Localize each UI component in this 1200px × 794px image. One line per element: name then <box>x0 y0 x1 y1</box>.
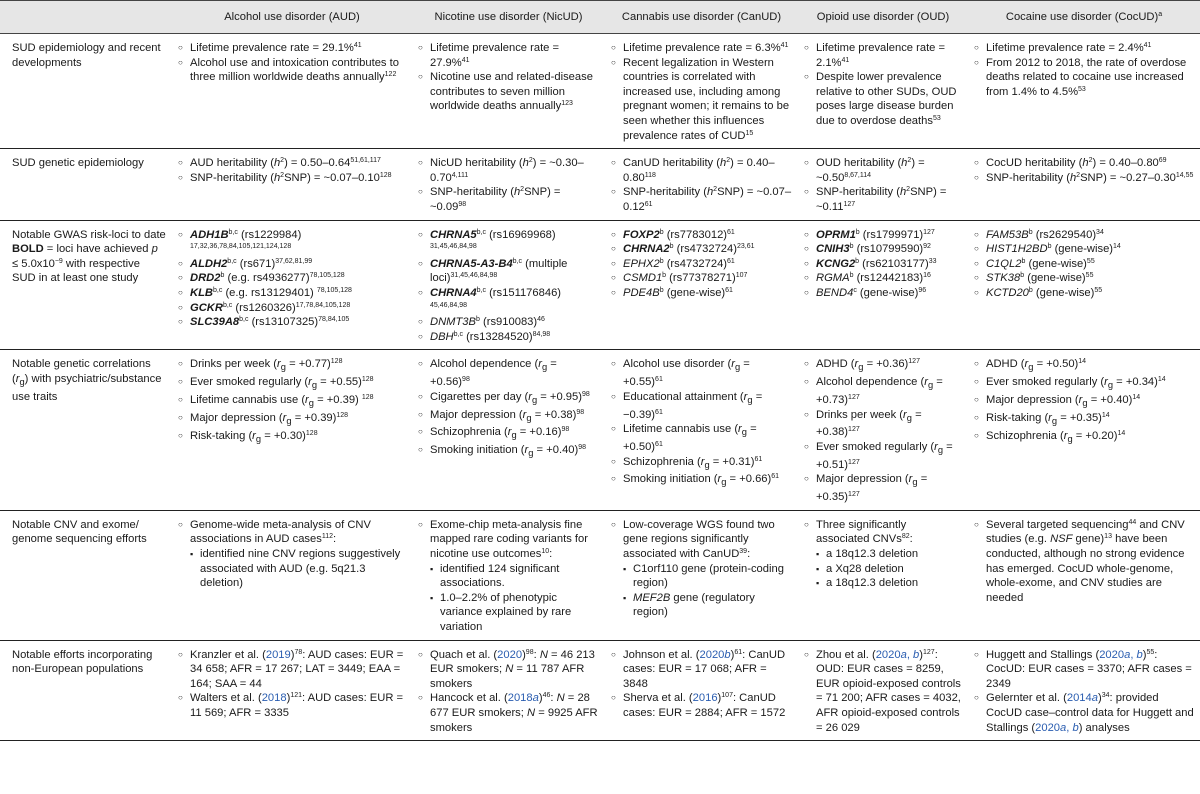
row-label: Notable GWAS risk-loci to date BOLD = loci have achieved $p \le 5.0x10^{-9}$ with respective SUD in at least one study <box>0 220 172 350</box>
list-item: ▪ identified nine CNV regions suggestively associated with AUD (e.g. 5q21.3 deletion) <box>190 547 406 591</box>
list-item: ○ Risk-taking $(r_g = +0.35)^{14}$ <box>974 411 1194 429</box>
list-item: ○ SLC39A8$^{b,c}$ $(rs13107325)^{78,84,105}$ <box>178 315 406 330</box>
table-cell <box>412 149 605 220</box>
list-item: ○ ADHD $(r_g = +0.36)^{127}$ <box>804 357 962 375</box>
list-item: ○ EPHX2$^b$ $(rs4732724)^{61}$ <box>611 257 792 272</box>
table-cell <box>968 149 1200 220</box>
list-item: ○ DBH$^{b,c}$ $(rs13284520)^{84,98}$ <box>418 330 599 345</box>
list-item-text: Genome-wide meta-analysis of CNV associations in AUD cases$^{112}$: <box>190 518 371 546</box>
table-cell <box>605 34 798 149</box>
table-row <box>0 34 1200 149</box>
list-item: ○ SNP-heritability $(h^2SNP)$ = $\sim 0.09^{98}$ <box>418 185 599 214</box>
list-item: ○ Huggett and Stallings (2020a, b)$^{55}$: CocUD: EUR cases = 3370; AFR cases = 2349 <box>974 648 1194 692</box>
list-item: ▪ identified 124 significant associations. <box>430 562 599 591</box>
list-item-text: Low-coverage WGS found two gene regions significantly associated with CanUD$^{39}$: <box>623 518 775 560</box>
list-item: ○ Ever smoked regularly $(r_g = +0.34)^{14}$ <box>974 375 1194 393</box>
table-cell <box>605 220 798 350</box>
bullet-list <box>804 228 962 301</box>
bullet-list <box>178 228 406 330</box>
table-cell <box>172 149 412 220</box>
list-item: ○ SNP-heritability $(h^2SNP)$ = $\sim 0.07-0.12^{61}$ <box>611 185 792 214</box>
list-item: ○ Lifetime cannabis use $(r_g = +0.50)^{61}$ <box>611 422 792 454</box>
list-item: ○ Lifetime prevalence rate = 2.1%$^{41}$ <box>804 41 962 70</box>
list-item: ○ BEND4$^c$ (gene-wise)$^{96}$ <box>804 286 962 301</box>
row-label: Notable genetic correlations $(r_g)$ with psychiatric/substance use traits <box>0 350 172 511</box>
list-item: ○ Schizophrenia $(r_g = +0.20)^{14}$ <box>974 429 1194 447</box>
list-item: ○ SNP-heritability $(h^2SNP)$ = $\sim 0.27-0.30^{14,55}$ <box>974 171 1194 186</box>
column-header: Cannabis use disorder (CanUD) <box>605 1 798 34</box>
table-cell <box>605 149 798 220</box>
list-item: ○ KCNG2$^b$ $(rs62103177)^{33}$ <box>804 257 962 272</box>
list-item: ○ $ADH1B^{b,c}$ (rs1229984) $^{17,32,36,78,84,105,121,124,128}$ <box>178 228 406 257</box>
bullet-list <box>178 518 406 591</box>
list-item: ○ SNP-heritability $(h^2SNP)$ = $\sim 0.07-0.10^{128}$ <box>178 171 406 186</box>
bullet-list <box>804 41 962 129</box>
table-cell <box>798 350 968 511</box>
list-item: ○ Johnson et al. $(2020b)^{61}$: CanUD cases: EUR = 17 068; AFR = 3848 <box>611 648 792 692</box>
list-item: ○ Major depression $(r_g = +0.39)^{128}$ <box>178 411 406 429</box>
table-cell <box>968 350 1200 511</box>
list-item: ○ AUD heritability $(h^2) = 0.50-0.64^{51,61,117}$ <box>178 156 406 171</box>
list-item: ▪ C1orf110 gene (protein-coding region) <box>623 562 792 591</box>
bullet-list <box>623 562 792 620</box>
list-item: ○ Alcohol use disorder $(r_g = +0.55)^{61}$ <box>611 357 792 389</box>
list-item: ○ Lifetime prevalence rate = 29.1%$^{41}$ <box>178 41 406 56</box>
table-header <box>0 1 1200 34</box>
bullet-list <box>974 41 1194 99</box>
list-item: ○ Kranzler et al. $(2019)^{78}$: AUD cases: EUR = 34 658; AFR = 17 267; LAT = 3449; EAA = 164; SAA = 44 <box>178 648 406 692</box>
bullet-list <box>611 648 792 721</box>
row-label: Notable CNV and exome/ genome sequencing efforts <box>0 510 172 640</box>
list-item: ○ Drinks per week $(r_g = +0.38)^{127}$ <box>804 408 962 440</box>
table-cell <box>968 640 1200 741</box>
list-item: ○ Educational attainment $(r_g = -0.39)^{61}$ <box>611 390 792 422</box>
list-item: ○ Drinks per week $(r_g = +0.77)^{128}$ <box>178 357 406 375</box>
header-row <box>0 1 1200 34</box>
bullet-list <box>190 547 406 591</box>
bullet-list <box>418 357 599 461</box>
list-item: ○ Smoking initiation $(r_g = +0.40)^{98}$ <box>418 443 599 461</box>
list-item: ○ Lifetime cannabis use $(r_g = +0.39)$ $^{128}$ <box>178 393 406 411</box>
list-item: ○ Risk-taking $(r_g = +0.30)^{128}$ <box>178 429 406 447</box>
list-item: ○ Major depression $(r_g = +0.38)^{98}$ <box>418 408 599 426</box>
column-header: Alcohol use disorder (AUD) <box>172 1 412 34</box>
list-item: ○ KCTD20$^b$ (gene-wise)$^{55}$ <box>974 286 1194 301</box>
table-cell <box>412 34 605 149</box>
row-label: SUD epidemiology and recent developments <box>0 34 172 149</box>
list-item: ○ $PDE4B^b$ (gene-wise)$^{61}$ <box>611 286 792 301</box>
list-item: ○ Cigarettes per day $(r_g = +0.95)^{98}$ <box>418 390 599 408</box>
column-header: Cocaine use disorder (CocUD)$^a$ <box>968 1 1200 34</box>
table-body <box>0 34 1200 741</box>
table-cell <box>968 220 1200 350</box>
bullet-list <box>974 648 1194 736</box>
list-item <box>611 518 792 620</box>
bullet-list <box>974 156 1194 185</box>
list-item: ○ Lifetime prevalence rate = 2.4%$^{41}$ <box>974 41 1194 56</box>
bullet-list <box>611 41 792 143</box>
bullet-list <box>816 547 962 591</box>
list-item: ○ Lifetime prevalence rate = 6.3%$^{41}$ <box>611 41 792 56</box>
table-row <box>0 220 1200 350</box>
table-cell <box>798 34 968 149</box>
list-item: ○ CHRNA5-A3-B4$^{b,c}$ (multiple loci)$^{31,45,46,84,98}$ <box>418 257 599 286</box>
bullet-list <box>418 228 599 345</box>
table-cell <box>798 640 968 741</box>
table-cell <box>172 510 412 640</box>
bullet-list <box>418 518 599 635</box>
list-item <box>804 518 962 591</box>
table-cell <box>412 350 605 511</box>
table-row <box>0 149 1200 220</box>
list-item: ○ C1QL2$^b$ (gene-wise)$^{55}$ <box>974 257 1194 272</box>
list-item: ○ Schizophrenia $(r_g = +0.31)^{61}$ <box>611 455 792 473</box>
bullet-list <box>611 518 792 620</box>
bullet-list <box>178 156 406 185</box>
list-item: ○ ALDH2$^{b,c}$ $(rs671)^{37,62,81,99}$ <box>178 257 406 272</box>
bullet-list <box>974 518 1194 606</box>
list-item: ○ Recent legalization in Western countries is correlated with increased use, including among pregnant women; it remains to be seen whether this influences prevalence rates of CUD$^{15}$ <box>611 56 792 144</box>
list-item: ○ $DNMT3B^b$ $(rs910083)^{46}$ <box>418 315 599 330</box>
bullet-list <box>418 41 599 114</box>
row-label: SUD genetic epidemiology <box>0 149 172 220</box>
table-cell <box>798 220 968 350</box>
row-label: Notable efforts incorporating non-European populations <box>0 640 172 741</box>
table-cell <box>172 34 412 149</box>
table-cell <box>605 640 798 741</box>
table-cell <box>172 220 412 350</box>
list-item: ○ CHRNA4$^{b,c}$ (rs151176846) $^{45,46,84,98}$ <box>418 286 599 315</box>
list-item: ○ Major depression $(r_g = +0.35)^{127}$ <box>804 472 962 504</box>
list-item: ○ CHRNA2$^b$ $(rs4732724)^{23,61}$ <box>611 242 792 257</box>
list-item: ○ RGMA$^b$ $(rs12442183)^{16}$ <box>804 271 962 286</box>
bullet-list <box>804 518 962 591</box>
table-cell <box>968 510 1200 640</box>
list-item: ○ Lifetime prevalence rate = 27.9%$^{41}$ <box>418 41 599 70</box>
table-cell <box>605 350 798 511</box>
list-item-text: Exome-chip meta-analysis fine mapped rare coding variants for nicotine use outcomes$^{10}$: <box>430 518 588 560</box>
list-item: ○ CHRNA5$^{b,c}$ (rs16969968) $^{31,45,46,84,98}$ <box>418 228 599 257</box>
list-item: ○ Walters et al. $(2018)^{121}$: AUD cases: EUR = 11 569; AFR = 3335 <box>178 691 406 720</box>
list-item: ○ Ever smoked regularly $(r_g = +0.51)^{127}$ <box>804 440 962 472</box>
list-item: ○ $FAM53B^b$ $(rs2629540)^{34}$ <box>974 228 1194 243</box>
list-item: ○ OUD heritability $(h^2)$ = $\sim 0.50^{8,67,114}$ <box>804 156 962 185</box>
list-item: ○ Nicotine use and related-disease contributes to seven million worldwide deaths annually$^{123}$ <box>418 70 599 114</box>
list-item: ○ CocUD heritability $(h^2) = 0.40-0.80^{69}$ <box>974 156 1194 171</box>
bullet-list <box>418 648 599 736</box>
table-cell <box>798 149 968 220</box>
bullet-list <box>804 156 962 214</box>
list-item: ○ $HIST1H2BD^b$ (gene-wise)$^{14}$ <box>974 242 1194 257</box>
bullet-list <box>611 357 792 490</box>
list-item: ○ Major depression $(r_g = +0.40)^{14}$ <box>974 393 1194 411</box>
list-item: ○ SNP-heritability $(h^2SNP)$ = $\sim 0.11^{127}$ <box>804 185 962 214</box>
list-item: ○ Despite lower prevalence relative to other SUDs, OUD poses large disease burden due to overdose deaths$^{53}$ <box>804 70 962 128</box>
table-cell <box>412 510 605 640</box>
list-item: ○ Hancock et al. $(2018a)^{46}$: N = 28 677 EUR smokers; N = 9925 AFR smokers <box>418 691 599 735</box>
bullet-list <box>178 648 406 721</box>
list-item: ○ ADHD $(r_g = +0.50)^{14}$ <box>974 357 1194 375</box>
list-item: ○ CNIH3$^b$ $(rs10799590)^{92}$ <box>804 242 962 257</box>
list-item: ○ GCKR$^{b,c}$ $(rs1260326)^{17,78,84,105,128}$ <box>178 301 406 316</box>
list-item: ○ Gelernter et al. $(2014a)^{34}$: provided CocUD case–control data for Huggett and Stallings (2020a, b) analyses <box>974 691 1194 735</box>
table-cell <box>968 34 1200 149</box>
bullet-list <box>974 228 1194 301</box>
table-cell <box>412 640 605 741</box>
list-item: ▪ a 18q12.3 deletion <box>816 576 962 591</box>
column-header: Nicotine use disorder (NicUD) <box>412 1 605 34</box>
list-item: ○ Sherva et al. $(2016)^{107}$: CanUD cases: EUR = 2884; AFR = 1572 <box>611 691 792 720</box>
bullet-list <box>418 156 599 214</box>
list-item: ○ KLB$^{b,c}$ (e.g. rs13129401) $^{78,105,128}$ <box>178 286 406 301</box>
column-header: Opioid use disorder (OUD) <box>798 1 968 34</box>
list-item-text: Three significantly associated CNVs$^{82}$: <box>816 518 913 546</box>
table-row <box>0 510 1200 640</box>
bullet-list <box>974 357 1194 446</box>
bullet-list <box>611 156 792 214</box>
list-item: ○ DRD2$^b$ (e.g. rs4936277)$^{78,105,128}$ <box>178 271 406 286</box>
list-item: ○ STK38$^b$ (gene-wise)$^{55}$ <box>974 271 1194 286</box>
table-cell <box>172 640 412 741</box>
list-item: ○ CanUD heritability $(h^2) = 0.40-0.80^{118}$ <box>611 156 792 185</box>
list-item: ○ Ever smoked regularly $(r_g = +0.55)^{128}$ <box>178 375 406 393</box>
list-item: ○ Smoking initiation $(r_g = +0.66)^{61}$ <box>611 472 792 490</box>
table-cell <box>798 510 968 640</box>
list-item: ○ Several targeted sequencing$^{44}$ and CNV studies (e.g. NSF gene)$^{13}$ have been conducted, although no strong evidence has emerged. CocUD whole-genome, whole-exome, and CNV studies are needed <box>974 518 1194 606</box>
bullet-list <box>611 228 792 301</box>
list-item: ○ NicUD heritability $(h^2)$ = $\sim 0.30-0.70^{4,111}$ <box>418 156 599 185</box>
list-item: ▪ a 18q12.3 deletion <box>816 547 962 562</box>
bullet-list <box>178 357 406 446</box>
table-row <box>0 640 1200 741</box>
column-header <box>0 1 172 34</box>
list-item <box>178 518 406 591</box>
table-cell <box>605 510 798 640</box>
bullet-list <box>430 562 599 635</box>
list-item <box>418 518 599 635</box>
list-item: ○ Zhou et al. (2020a, b)$^{127}$: OUD: EUR cases = 8259, EUR opioid-exposed controls = 71 200; AFR cases = 4032, AFR opioid-exposed controls = 26 029 <box>804 648 962 736</box>
list-item: ○ FOXP2$^b$ $(rs7783012)^{61}$ <box>611 228 792 243</box>
list-item: ○ From 2012 to 2018, the rate of overdose deaths related to cocaine use increased from 1.4% to 4.5%$^{53}$ <box>974 56 1194 100</box>
list-item: ○ Schizophrenia $(r_g = +0.16)^{98}$ <box>418 425 599 443</box>
list-item: ▪ 1.0–2.2% of phenotypic variance explained by rare variation <box>430 591 599 635</box>
list-item: ▪ MEF2B gene (regulatory region) <box>623 591 792 620</box>
bullet-list <box>178 41 406 85</box>
list-item: ○ OPRM1$^b$ $(rs1799971)^{127}$ <box>804 228 962 243</box>
list-item: ○ Alcohol dependence $(r_g = +0.56)^{98}$ <box>418 357 599 389</box>
list-item: ▪ a Xq28 deletion <box>816 562 962 577</box>
list-item: ○ CSMD1$^b$ $(rs77378271)^{107}$ <box>611 271 792 286</box>
table-row <box>0 350 1200 511</box>
list-item: ○ Quach et al. $(2020)^{98}$: N = 46 213 EUR smokers; N = 11 787 AFR smokers <box>418 648 599 692</box>
table-cell <box>172 350 412 511</box>
list-item: ○ Alcohol use and intoxication contributes to three million worldwide deaths annually$^{122}$ <box>178 56 406 85</box>
table-cell <box>412 220 605 350</box>
bullet-list <box>804 648 962 736</box>
list-item: ○ Alcohol dependence $(r_g = +0.73)^{127}$ <box>804 375 962 407</box>
bullet-list <box>804 357 962 505</box>
